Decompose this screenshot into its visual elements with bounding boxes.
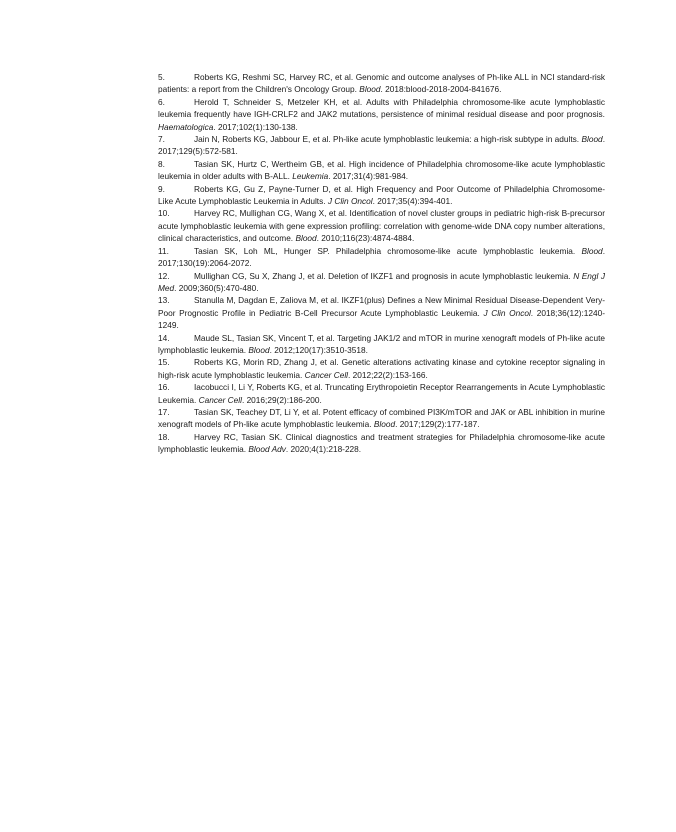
reference-citation: . 2016;29(2):186-200. xyxy=(241,394,322,405)
reference-number: 17. xyxy=(158,406,170,417)
reference-citation: . 2017;129(2):177-187. xyxy=(395,419,480,430)
reference-10 xyxy=(158,207,605,244)
reference-text: Maude SL, Tasian SK, Vincent T, et al. Targeting JAK1/2 and mTOR in murine xenograft models of Ph-like acute lymphoblastic leukemia. xyxy=(158,332,605,355)
reference-citation: . 2012;22(2):153-166. xyxy=(348,369,428,380)
reference-8 xyxy=(158,158,605,183)
reference-citation: . 2018;36(12):1240-1249. xyxy=(158,307,605,331)
reference-number: 6. xyxy=(158,96,165,107)
reference-citation: . 2018:blood-2018-2004-841676. xyxy=(380,84,502,95)
reference-text: Harvey RC, Tasian SK. Clinical diagnostics and treatment strategies for Philadelphia chromosome-like acute lymphoblastic leukemia. xyxy=(158,431,605,455)
reference-list xyxy=(158,71,605,456)
reference-citation: . 2017;130(19):2064-2072. xyxy=(158,245,605,269)
reference-citation: . 2017;102(1):130-138. xyxy=(213,121,298,132)
reference-7 xyxy=(158,133,605,158)
reference-number: 12. xyxy=(158,270,170,281)
reference-text: Roberts KG, Gu Z, Payne-Turner D, et al. High Frequency and Poor Outcome of Philadelphia Chromosome-Like Acute Lymphoblastic Leukemia in Adults. xyxy=(158,183,605,207)
reference-citation: . 2017;31(4):981-984. xyxy=(328,171,409,182)
reference-citation: . 2017;35(4):394-401. xyxy=(372,196,453,207)
journal-name: N Engl J Med xyxy=(158,270,605,293)
reference-12 xyxy=(158,270,605,295)
reference-6 xyxy=(158,96,605,133)
reference-text: Stanulla M, Dagdan E, Zaliova M, et al. IKZF1(plus) Defines a New Minimal Residual Disease-Dependent Very-Poor Prognostic Profile in Pediatric B-Cell Precursor Acute Lymphoblastic Leukemia. xyxy=(158,295,605,318)
reference-number: 18. xyxy=(158,431,170,442)
reference-number: 7. xyxy=(158,134,165,145)
reference-number: 15. xyxy=(158,357,170,368)
reference-13 xyxy=(158,294,605,331)
reference-citation: . 2012;120(17):3510-3518. xyxy=(269,344,368,355)
reference-15 xyxy=(158,356,605,381)
journal-name: Blood xyxy=(581,245,603,256)
reference-text: Tasian SK, Hurtz C, Wertheim GB, et al. High incidence of Philadelphia chromosome-like acute lymphoblastic leukemia in older adults with B-ALL. xyxy=(158,158,605,182)
reference-5 xyxy=(158,71,605,96)
reference-number: 13. xyxy=(158,295,170,306)
reference-text: Jain N, Roberts KG, Jabbour E, et al. Ph-like acute lymphoblastic leukemia: a high-risk subtype in adults. xyxy=(194,134,580,145)
reference-number: 10. xyxy=(158,208,170,219)
reference-text: Mullighan CG, Su X, Zhang J, et al. Deletion of IKZF1 and prognosis in acute lymphoblastic leukemia. xyxy=(194,270,571,281)
reference-number: 9. xyxy=(158,183,165,194)
reference-number: 8. xyxy=(158,158,165,169)
reference-text: Iacobucci I, Li Y, Roberts KG, et al. Truncating Erythropoietin Receptor Rearrangements in Acute Lymphoblastic Leukemia. xyxy=(158,382,605,405)
journal-name: Haematologica xyxy=(158,121,214,132)
journal-name: Leukemia xyxy=(292,171,329,182)
reference-number: 11. xyxy=(158,245,169,256)
journal-name: Cancer Cell xyxy=(304,369,349,380)
reference-text: Tasian SK, Teachey DT, Li Y, et al. Potent efficacy of combined PI3K/mTOR and JAK or ABL inhibition in murine xenograft models of Ph-like acute lymphoblastic leukemia. xyxy=(158,406,605,430)
journal-name: Blood xyxy=(359,84,381,95)
reference-text: Tasian SK, Loh ML, Hunger SP. Philadelphia chromosome-like acute lymphoblastic leukemia. xyxy=(194,245,576,256)
reference-text: Herold T, Schneider S, Metzeler KH, et al. Adults with Philadelphia chromosome-like acute lymphoblastic leukemia frequently have IGH-CRLF2 and JAK2 mutations, persistence of minimal residual disease and poor prognosis. xyxy=(158,96,605,120)
reference-citation: . 2009;360(5):470-480. xyxy=(174,282,259,293)
reference-9 xyxy=(158,183,605,208)
journal-name: Blood Adv xyxy=(248,444,286,455)
journal-name: Blood xyxy=(248,344,270,355)
journal-name: J Clin Oncol xyxy=(327,196,373,207)
reference-17 xyxy=(158,406,605,431)
reference-number: 5. xyxy=(158,72,165,82)
reference-number: 14. xyxy=(158,332,170,343)
reference-11 xyxy=(158,245,605,270)
reference-14 xyxy=(158,332,605,357)
journal-name: Blood xyxy=(373,419,396,430)
reference-18 xyxy=(158,431,605,456)
reference-citation: . 2010;116(23):4874-4884. xyxy=(316,233,415,244)
journal-name: J Clin Oncol xyxy=(483,307,531,318)
reference-citation: . 2020;4(1):218-228. xyxy=(285,444,362,455)
journal-name: Blood xyxy=(581,134,603,145)
reference-text: Roberts KG, Morin RD, Zhang J, et al. Genetic alterations activating kinase and cytokine receptor signaling in high-risk acute lymphoblastic leukemia. xyxy=(158,357,605,380)
reference-16 xyxy=(158,381,605,406)
reference-number: 16. xyxy=(158,382,170,393)
journal-name: Blood xyxy=(295,233,317,244)
reference-citation: . 2017;129(5):572-581. xyxy=(158,134,605,157)
reference-text: Harvey RC, Mullighan CG, Wang X, et al. Identification of novel cluster groups in pediatric high-risk B-precursor acute lymphoblastic leukemia with gene expression profiling: correlation with genome-wide DNA copy number alterations, clinical characteristics, and outcome. xyxy=(158,208,605,244)
journal-name: Cancer Cell xyxy=(198,394,242,405)
reference-text: Roberts KG, Reshmi SC, Harvey RC, et al. Genomic and outcome analyses of Ph-like ALL in NCI standard-risk patients: a report from the Children's Oncology Group. xyxy=(158,72,605,95)
